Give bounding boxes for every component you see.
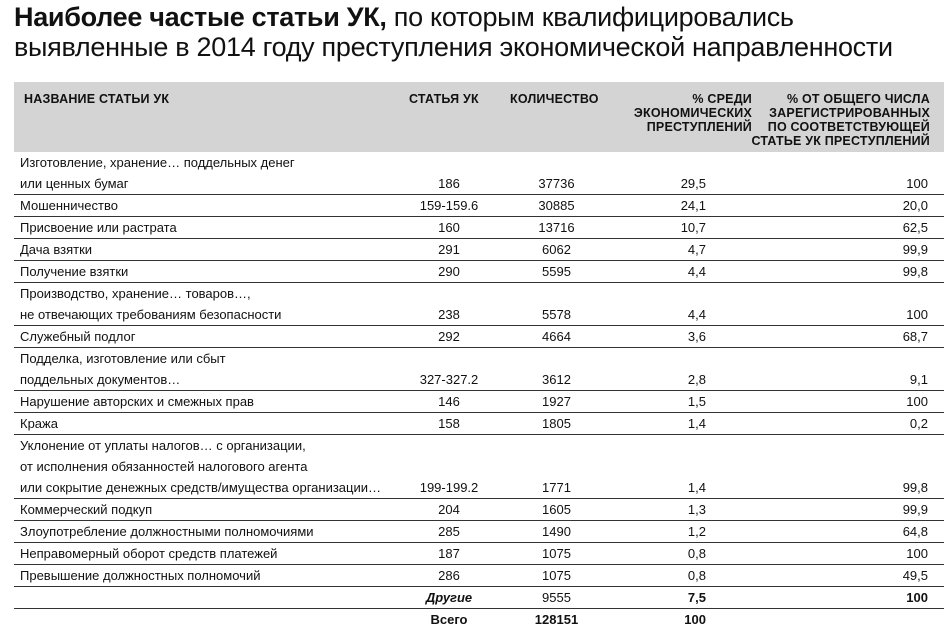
cell-article: 238 [438,307,460,322]
table-row [14,152,944,195]
cell-pct-econ: 0,8 [687,568,706,583]
table-row [14,283,944,326]
cell-name: не отвечающих требованиям безопасности [20,307,282,322]
column-header-pct-econ: % СРЕДИ ЭКОНОМИЧЕСКИХ ПРЕСТУПЛЕНИЙ [633,92,752,134]
cell-pct-econ: 1,4 [687,416,706,431]
cell-pct-total: 20,0 [902,198,928,213]
row-line [14,261,944,282]
cell-pct-econ: 0,8 [687,546,706,561]
total-row [14,609,944,630]
cell-pct-econ: 24,1 [680,198,706,213]
row-line [14,195,944,216]
cell-name: Коммерческий подкуп [20,502,153,517]
row-line [14,391,944,412]
row-line [14,152,944,173]
cell-article: 186 [438,176,460,191]
cell-pct-econ: 4,7 [687,242,706,257]
cell-article: 199-199.2 [419,480,479,495]
cell-count: 1805 [542,416,571,431]
cell-pct-total: 99,8 [902,264,928,279]
column-header-article: СТАТЬЯ УК [409,92,479,106]
row-line [14,283,944,304]
cell-pct-econ: 4,4 [687,307,706,322]
total-count: 128151 [534,612,579,627]
cell-article: 146 [438,394,460,409]
table-row [14,326,944,348]
row-line [14,456,944,477]
cell-count: 1927 [542,394,571,409]
cell-name: Злоупотребление должностными полномочиями [20,524,314,539]
row-line [14,565,944,586]
cell-pct-total: 99,9 [902,502,928,517]
cell-article: 292 [438,329,460,344]
row-line [14,369,944,390]
cell-pct-total: 100 [906,394,928,409]
row-line [14,543,944,564]
cell-count: 6062 [542,242,571,257]
cell-article: 285 [438,524,460,539]
row-line [14,326,944,347]
cell-pct-total: 100 [906,307,928,322]
cell-pct-total: 99,9 [902,242,928,257]
title-line2: выявленные в 2014 году преступления экономической направленности [14,32,893,62]
row-line [14,521,944,542]
table-row [14,413,944,435]
cell-pct-econ: 1,5 [687,394,706,409]
cell-name: Нарушение авторских и смежных прав [20,394,254,409]
cell-pct-total: 100 [906,546,928,561]
table-row [14,435,944,499]
cell-name: Уклонение от уплаты налогов… с организации, [20,438,306,453]
row-line [14,609,944,630]
cell-pct-econ: 1,3 [687,502,706,517]
table-row [14,195,944,217]
table-body [14,152,944,630]
cell-count: 37736 [538,176,575,191]
other-pct-econ: 7,5 [687,590,706,605]
cell-count: 1075 [542,546,571,561]
cell-name: поддельных документов… [20,372,181,387]
table-row [14,348,944,391]
cell-pct-total: 9,1 [909,372,928,387]
row-line [14,304,944,325]
cell-count: 13716 [538,220,575,235]
other-pct-total: 100 [906,590,928,605]
cell-count: 1075 [542,568,571,583]
cell-article: 327-327.2 [419,372,479,387]
cell-article: 159-159.6 [419,198,479,213]
cell-name: Неправомерный оборот средств платежей [20,546,278,561]
table-header [14,82,944,152]
cell-count: 3612 [542,372,571,387]
cell-pct-econ: 1,2 [687,524,706,539]
table-row [14,565,944,587]
column-header-pct-total: % ОТ ОБЩЕГО ЧИСЛА ЗАРЕГИСТРИРОВАННЫХ ПО СООТВЕТСТВУЮЩЕЙ СТАТЬЕ УК ПРЕСТУПЛЕНИЙ [751,92,930,148]
table-row [14,217,944,239]
cell-count: 4664 [542,329,571,344]
cell-name: Превышение должностных полномочий [20,568,261,583]
title-bold: Наиболее частые статьи УК, [14,2,387,32]
cell-pct-total: 100 [906,176,928,191]
title-rest: по которым квалифицировались [386,2,794,32]
cell-pct-total: 68,7 [902,329,928,344]
cell-pct-econ: 1,4 [687,480,706,495]
row-line [14,587,944,608]
cell-name: Присвоение или растрата [20,220,177,235]
cell-name: Подделка, изготовление или сбыт [20,351,226,366]
column-header-count: КОЛИЧЕСТВО [510,92,599,106]
table-row [14,239,944,261]
cell-name: Изготовление, хранение… поддельных денег [20,155,295,170]
row-line [14,435,944,456]
cell-count: 1605 [542,502,571,517]
cell-name: Производство, хранение… товаров…, [20,286,251,301]
cell-article: 204 [438,502,460,517]
cell-article: 160 [438,220,460,235]
cell-name: Дача взятки [20,242,93,257]
total-label: Всего [430,612,468,627]
cell-count: 30885 [538,198,575,213]
row-line [14,413,944,434]
cell-pct-total: 99,8 [902,480,928,495]
cell-pct-econ: 3,6 [687,329,706,344]
table-row [14,521,944,543]
cell-name: от исполнения обязанностей налогового агента [20,459,308,474]
row-line [14,217,944,238]
cell-pct-econ: 29,5 [680,176,706,191]
cell-count: 5578 [542,307,571,322]
table-row [14,261,944,283]
cell-count: 1771 [542,480,571,495]
cell-pct-total: 64,8 [902,524,928,539]
cell-pct-total: 0,2 [909,416,928,431]
total-pct-econ: 100 [684,612,706,627]
cell-article: 290 [438,264,460,279]
cell-count: 1490 [542,524,571,539]
other-row [14,587,944,609]
cell-name: или ценных бумаг [20,176,129,191]
other-label: Другие [425,590,473,605]
cell-article: 286 [438,568,460,583]
table-row [14,543,944,565]
cell-pct-total: 49,5 [902,568,928,583]
row-line [14,173,944,194]
cell-name: Служебный подлог [20,329,136,344]
cell-name: Мошенничество [20,198,118,213]
cell-pct-econ: 4,4 [687,264,706,279]
cell-name: Кража [20,416,58,431]
row-line [14,477,944,498]
cell-pct-total: 62,5 [902,220,928,235]
table-row [14,391,944,413]
cell-count: 5595 [542,264,571,279]
page-title [14,2,944,62]
cell-name: или сокрытие денежных средств/имущества организации… [20,480,381,495]
table-row [14,499,944,521]
cell-article: 158 [438,416,460,431]
row-line [14,348,944,369]
row-line [14,239,944,260]
cell-name: Получение взятки [20,264,129,279]
column-header-name: НАЗВАНИЕ СТАТЬИ УК [24,92,170,106]
row-line [14,499,944,520]
cell-pct-econ: 10,7 [680,220,706,235]
cell-article: 291 [438,242,460,257]
cell-pct-econ: 2,8 [687,372,706,387]
cell-article: 187 [438,546,460,561]
other-count: 9555 [542,590,571,605]
